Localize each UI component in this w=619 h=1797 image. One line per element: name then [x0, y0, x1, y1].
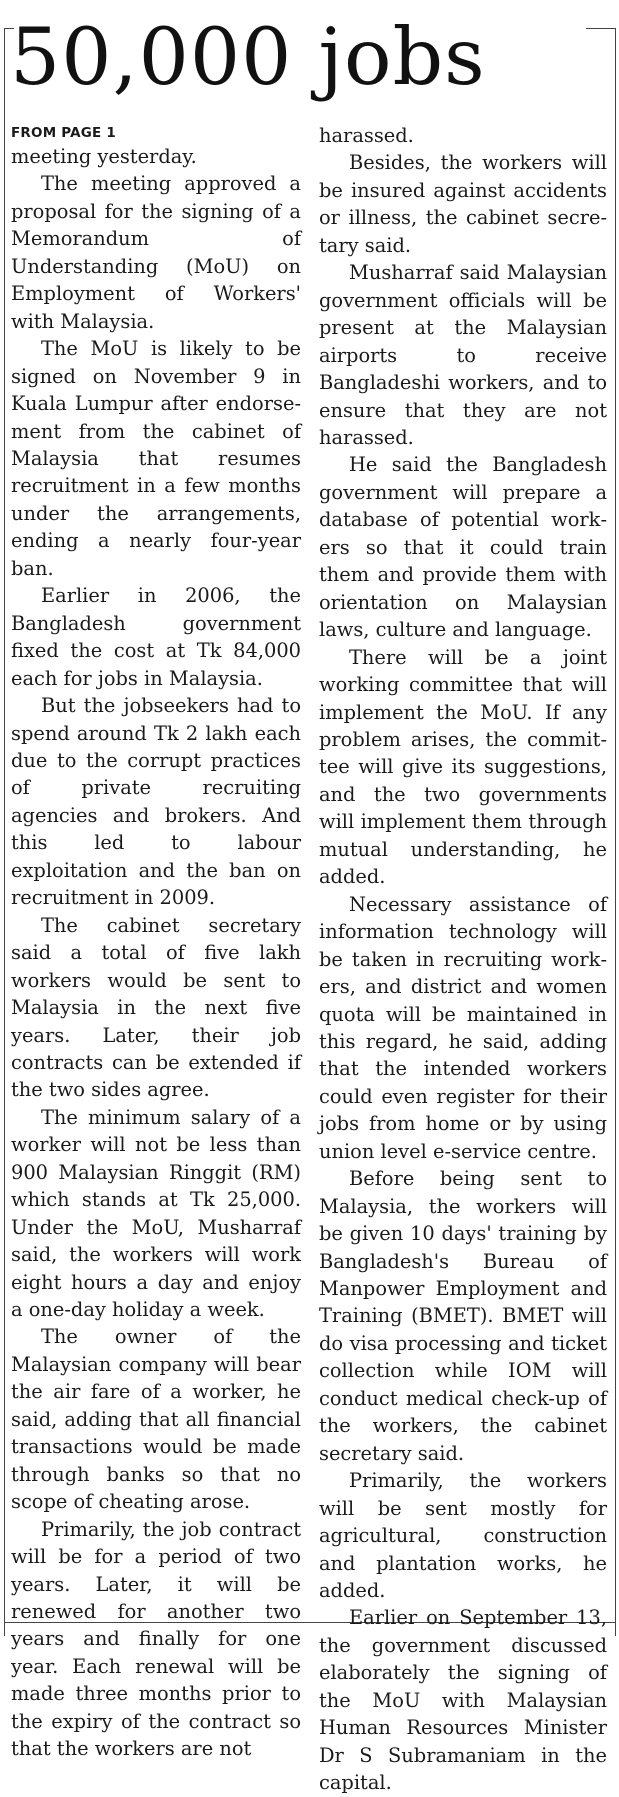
paragraph: He said the Bangladesh government will prepare a database of potential workers so that it could train them and provide them with orientation on Malaysian laws, culture and language. [319, 453, 607, 642]
right-border-rule [615, 28, 616, 1636]
paragraph: The cabinet secretary said a total of five lakh workers would be sent to Malaysia in the next five years. Later, their job contracts can be extended if the two sides agree. [11, 913, 301, 1102]
paragraph: Earlier on September 13, the government discussed elaborately the signing of the MoU with Malaysian Human Resources Minister Dr S Subramaniam in the capital. [319, 1606, 607, 1795]
paragraph: The meeting approved a proposal for the signing of a Memorandum of Understanding (MoU) on Employment of Workers' with Malaysia. [11, 172, 301, 333]
right-column [319, 122, 607, 1797]
left-border-rule [4, 28, 5, 1636]
paragraph: Musharraf said Malaysian government officials will be present at the Malaysian airports to receive Bangladeshi workers, and to ensure that they are not harassed. [319, 261, 607, 449]
paragraph: But the jobseekers had to spend around Tk 2 lakh each due to the corrupt practices of private recruiting agencies and brokers. And this led to labour exploitation and the ban on recruitment in 2009. [11, 694, 301, 910]
paragraph: The minimum salary of a worker will not be less than 900 Malaysian Ringgit (RM) which stands at Tk 25,000. Under the MoU, Musharraf said, the workers will work eight hours a day and enjoy a one-day holiday a week. [11, 1105, 301, 1322]
paragraph: Primarily, the job contract will be for a period of two years. Later, it will be renewed for another two years and finally for one year. Each renewal will be made three months prior to the expiry of the contract so that the workers are not [11, 1517, 301, 1761]
top-border-rule-right [586, 28, 616, 29]
paragraph: Before being sent to Malaysia, the workers will be given 10 days' training by Bangladesh's Bureau of Manpower Employment and Training (BMET). BMET will do visa processing and ticket collection while IOM will conduct medical check-up of the workers, the cabinet secretary said. [319, 1167, 607, 1465]
paragraph: Necessary assistance of information technology will be taken in recruiting workers, and district and women quota will be maintained in this regard, he said, adding that the intended workers could even register for their jobs from home or by using union level e-service centre. [319, 892, 607, 1163]
paragraph: meeting yesterday. [11, 145, 197, 168]
paragraph: The owner of the Malaysian company will bear the air fare of a worker, he said, adding that all financial transactions would be made through banks so that no scope of cheating arose. [11, 1325, 301, 1514]
continuation-kicker: FROM PAGE 1 [11, 125, 116, 141]
left-column [11, 124, 301, 1763]
paragraph: Besides, the workers will be insured against accidents or illness, the cabinet secretary said. [319, 151, 607, 257]
paragraph: Earlier in 2006, the Bangladesh government fixed the cost at Tk 84,000 each for jobs in Malaysia. [11, 584, 301, 690]
headline: 50,000 jobs [10, 11, 486, 103]
paragraph: The MoU is likely to be signed on November 9 in Kuala Lumpur after endorsement from the cabinet of Malaysia that resumes recruitment in a few months under the arrangements, ending a nearly four-year ban. [11, 337, 301, 580]
paragraph: Primarily, the workers will be sent mostly for agricultural, construction and plantation works, he added. [319, 1469, 607, 1603]
paragraph: harassed. [319, 124, 414, 147]
paragraph: There will be a joint working committee that will implement the MoU. If any problem arises, the committee will give its suggestions, and the two governments will implement them through mutual understanding, he added. [319, 645, 607, 889]
